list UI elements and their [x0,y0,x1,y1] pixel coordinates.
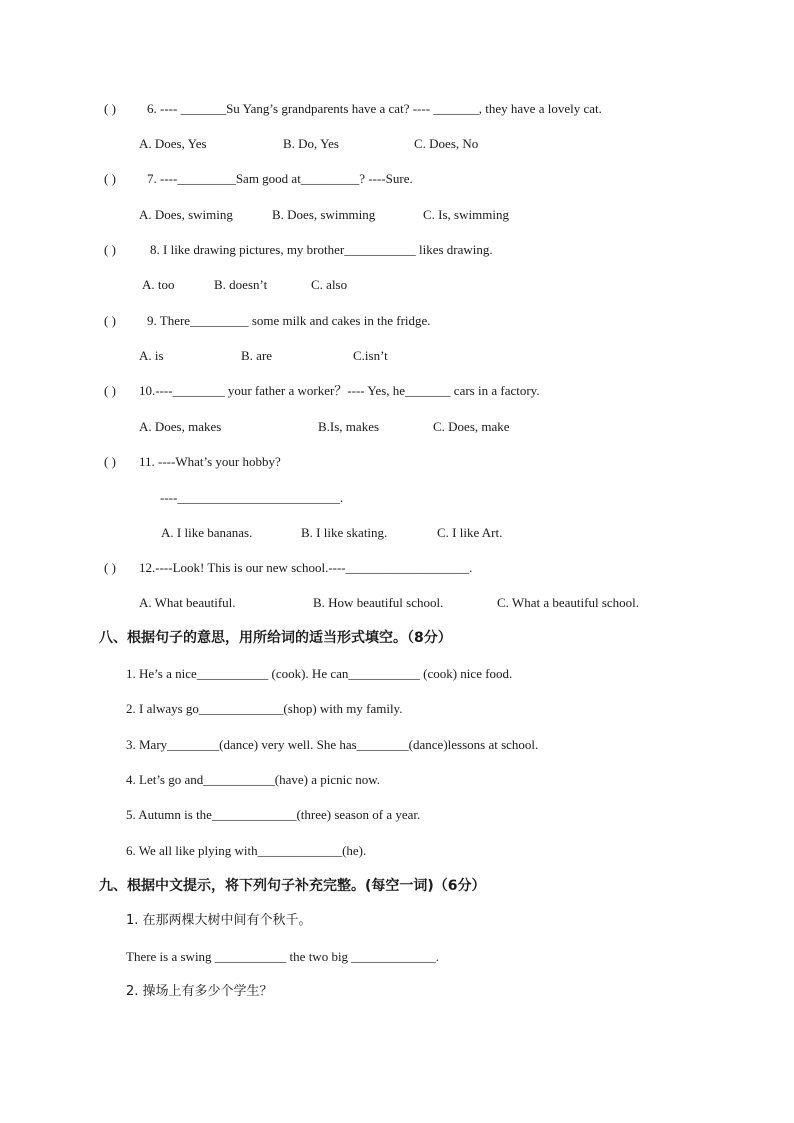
option-b: B. How beautiful school. [313,595,444,610]
section-8-title: 八、根据句子的意思，用所给词的适当形式填空。（8分） [99,630,452,646]
option-b: B.Is, makes [318,419,380,434]
question-stem: 7. ----_________Sam good at_________? ----Sure. [147,171,413,186]
answer-paren[interactable]: ( ) [104,101,116,116]
fill-item-5: 5. Autumn is the_____________(three) season of a year. [126,807,421,822]
option-c: C. also [311,277,348,292]
question-stem: 6. ---- _______Su Yang’s grandparents have a cat? ---- _______, they have a lovely cat. [147,101,602,116]
answer-line[interactable]: ----_________________________. [160,490,344,505]
option-a: A. Does, makes [139,419,222,434]
option-a: A. Does, Yes [139,136,207,151]
answer-paren[interactable]: ( ) [104,242,116,257]
question-stem: 11. ----What’s your hobby? [139,454,281,469]
translation-prompt-2: 2. 操场上有多少个学生？ [126,984,273,999]
option-c: C. What a beautiful school. [497,595,640,610]
translation-sentence-1: There is a swing ___________ the two big _____________. [126,949,440,964]
option-b: B. I like skating. [301,525,388,540]
option-c: C. I like Art. [437,525,503,540]
answer-paren[interactable]: ( ) [104,454,116,469]
answer-paren[interactable]: ( ) [104,560,116,575]
option-c: C. Does, No [414,136,479,151]
option-a: A. too [142,277,175,292]
option-c: C. Does, make [433,419,510,434]
fill-item-3: 3. Mary________(dance) very well. She has________(dance)lessons at school. [126,737,539,752]
translation-prompt-1: 1. 在那两棵大树中间有个秋千。 [126,913,312,928]
fill-item-1: 1. He’s a nice___________ (cook). He can___________ (cook) nice food. [126,666,513,681]
fill-item-4: 4. Let’s go and___________(have) a picnic now. [126,772,381,787]
option-b: B. doesn’t [214,277,268,292]
option-a: A. Does, swiming [139,207,233,222]
question-stem: 10.----________ your father a worker？---- Yes, he_______ cars in a factory. [139,383,540,398]
option-a: A. is [139,348,164,363]
question-stem: 12.----Look! This is our new school.----___________________. [139,560,473,575]
option-b: B. Does, swimming [272,207,376,222]
question-stem: 9. There_________ some milk and cakes in the fridge. [147,313,431,328]
option-c: C. Is, swimming [423,207,509,222]
section-9-title: 九、根据中文提示，将下列句子补充完整。(每空一词)（6分） [99,878,486,894]
option-a: A. What beautiful. [139,595,236,610]
option-b: B. Do, Yes [283,136,339,151]
fill-item-2: 2. I always go_____________(shop) with my family. [126,701,403,716]
fill-item-6: 6. We all like plying with_____________(he). [126,843,367,858]
answer-paren[interactable]: ( ) [104,383,116,398]
answer-paren[interactable]: ( ) [104,171,116,186]
question-stem: 8. I like drawing pictures, my brother___________ likes drawing. [150,242,493,257]
option-c: C.isn’t [353,348,388,363]
answer-paren[interactable]: ( ) [104,313,116,328]
option-b: B. are [241,348,273,363]
option-a: A. I like bananas. [161,525,253,540]
